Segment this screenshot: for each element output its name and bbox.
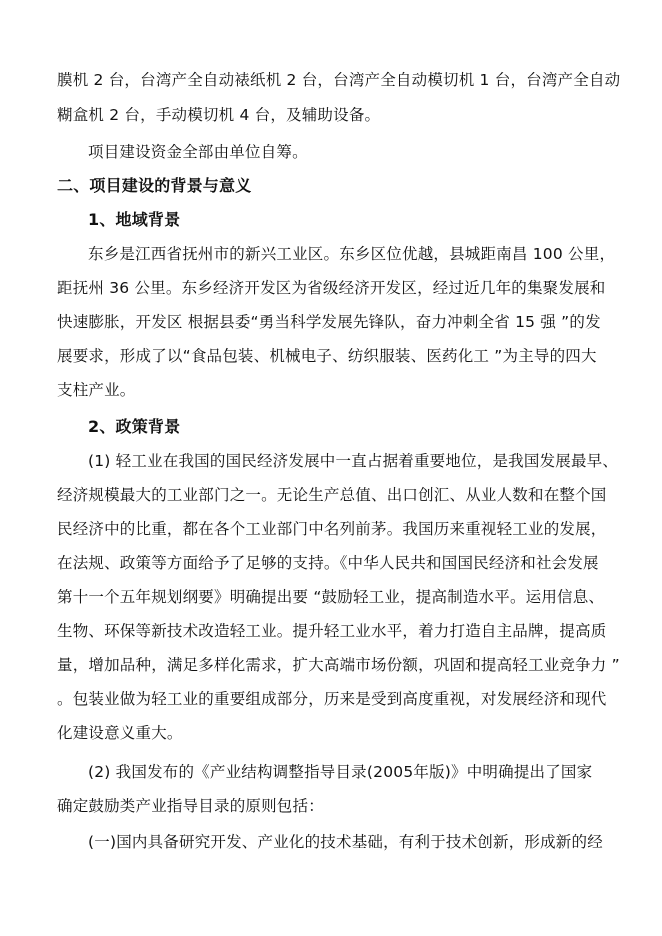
paragraph-line: (一)国内具备研究开发、产业化的技术基础，有利于技术创新，形成新的经 [88,833,603,851]
paragraph-line: 展要求，形成了以“食品包装、机械电子、纺织服装、医药化工 ”为主导的四大 [57,347,597,365]
paragraph-line: 民经济中的比重，都在各个工业部门中名列前茅。我国历来重视轻工业的发展， [57,520,607,538]
paragraph-line: 距抚州 36 公里。东乡经济开发区为省级经济开发区，经过近几年的集聚发展和 [57,279,606,297]
paragraph-line: (1) 轻工业在我国的国民经济发展中一直占据着重要地位，是我国发展最早、 [88,452,619,470]
paragraph-line: 化建设意义重大。 [57,724,183,742]
paragraph-line: 快速膨胀，开发区 根据县委“勇当科学发展先锋队，奋力冲刺全省 15 强 ”的发 [57,313,601,331]
paragraph-line: 生物、环保等新技术改造轻工业。提升轻工业水平，着力打造自主品牌，提高质 [57,622,607,640]
section-heading: 二、项目建设的背景与意义 [57,176,252,195]
subsection-heading: 2、政策背景 [88,417,181,436]
paragraph-line: 第十一个五年规划纲要》明确提出要 “鼓励轻工业，提高制造水平。运用信息、 [57,588,605,606]
paragraph-line: 支柱产业。 [57,381,136,399]
paragraph-line: (2) 我国发布的《产业结构调整指导目录(2005年版)》中明确提出了国家 [88,763,593,781]
paragraph-line: 东乡是江西省抚州市的新兴工业区。东乡区位优越，县城距南昌 100 公里， [88,245,616,263]
paragraph-line: 。包装业做为轻工业的重要组成部分，历来是受到高度重视，对发展经济和现代 [57,690,607,708]
paragraph-line: 确定鼓励类产业指导目录的原则包括： [57,797,324,815]
subsection-heading: 1、地域背景 [88,210,181,229]
paragraph-line: 膜机 2 台，台湾产全自动裱纸机 2 台，台湾产全自动模切机 1 台，台湾产全自动 [57,71,621,89]
paragraph-line: 经济规模最大的工业部门之一。无论生产总值、出口创汇、从业人数和在整个国 [57,486,607,504]
paragraph-line: 在法规、政策等方面给予了足够的支持。《中华人民共和国国民经济和社会发展 [57,554,599,572]
paragraph-line: 糊盒机 2 台，手动模切机 4 台，及辅助设备。 [57,106,381,124]
paragraph-line: 项目建设资金全部由单位自筹。 [88,143,308,161]
paragraph-line: 量，增加品种，满足多样化需求，扩大高端市场份额，巩固和提高轻工业竞争力 ” [57,656,620,674]
